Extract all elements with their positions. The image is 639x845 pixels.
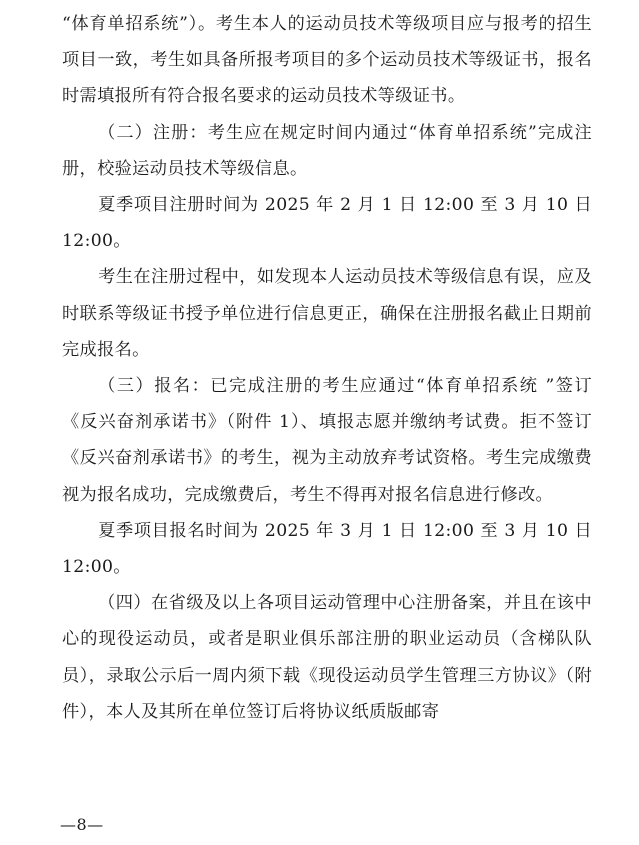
paragraph-application-step: （三）报名：已完成注册的考生应通过“体育单招系统 ”签订《反兴奋剂承诺书》（附件 1）、填报志愿并缴纳考试费。拒不签订《反兴奋剂承诺书》的考生，视为主动放弃考试资格。考生完成缴费视为报名成功，完成缴费后，考生不得再对报名信息进行修改。: [62, 376, 592, 505]
paragraph-active-athletes: （四）在省级及以上各项目运动管理中心注册备案，并且在该中心的现役运动员，或者是职业俱乐部注册的职业运动员（含梯队队员），录取公示后一周内须下载《现役运动员学生管理三方协议》（附件），本人及其所在单位签订后将协议纸质版邮寄: [62, 593, 592, 722]
paragraph-registration-correction: 考生在注册过程中，如发现本人运动员技术等级信息有误，应及时联系等级证书授予单位进行信息更正，确保在注册报名截止日期前完成报名。: [62, 267, 592, 360]
paragraph-registration-step: （二）注册：考生应在规定时间内通过“体育单招系统”完成注册，校验运动员技术等级信息。: [62, 122, 592, 179]
document-body: [62, 6, 592, 730]
paragraph-application-time: 夏季项目报名时间为 2025 年 3 月 1 日 12:00 至 3 月 10 日 12:00。: [62, 520, 592, 578]
paragraph-registration-scope: “体育单招系统”）。考生本人的运动员技术等级项目应与报考的招生项目一致，考生如具备所报考项目的多个运动员技术等级证书，报名时需填报所有符合报名要求的运动员技术等级证书。: [62, 14, 592, 107]
page-number: —8—: [60, 815, 104, 834]
paragraph-registration-time: 夏季项目注册时间为 2025 年 2 月 1 日 12:00 至 3 月 10 日 12:00。: [62, 195, 592, 252]
